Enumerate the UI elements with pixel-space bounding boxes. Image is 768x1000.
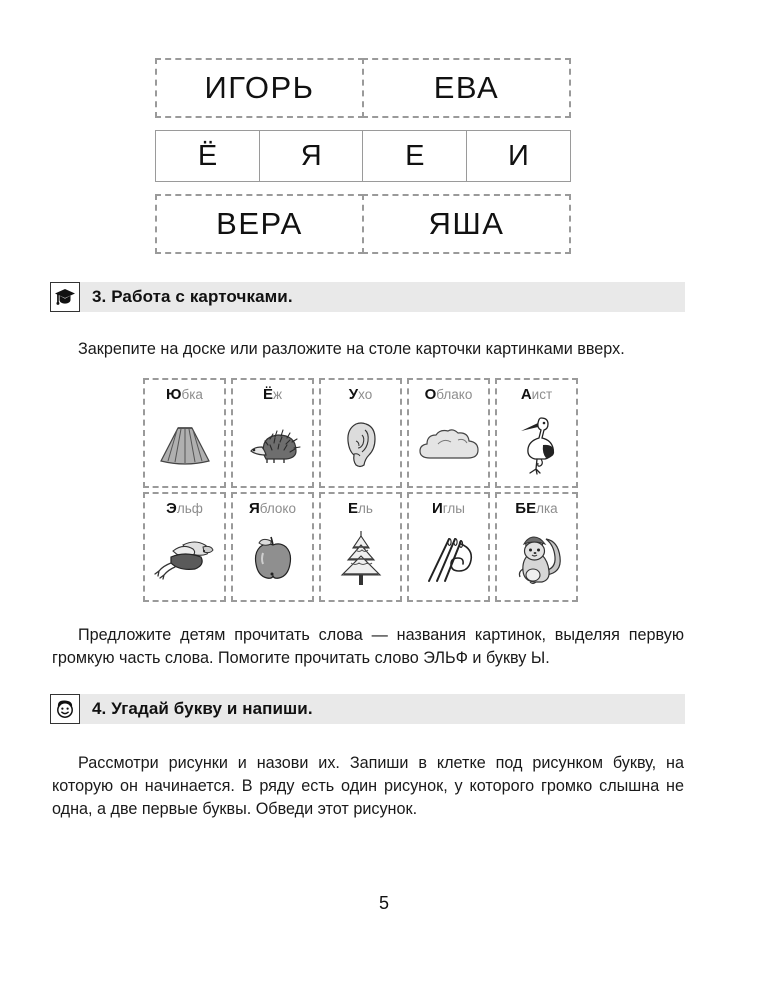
needles-icon <box>409 517 488 600</box>
page-number: 5 <box>378 893 389 913</box>
name-box-eva[interactable]: ЕВА <box>362 58 571 118</box>
card-label-highlight: Е <box>348 500 359 517</box>
card-label-highlight: У <box>348 386 359 403</box>
section-header-3-title: 3. Работа с карточками. <box>92 287 293 306</box>
picture-card-ukho[interactable] <box>319 378 402 488</box>
card-label-rest: льф <box>176 501 203 516</box>
card-label-rest: ль <box>358 501 373 516</box>
card-label <box>263 387 282 403</box>
card-label <box>348 501 373 517</box>
card-label-highlight: БЕ <box>515 500 537 517</box>
skirt-icon <box>145 403 224 486</box>
card-label <box>521 387 552 403</box>
picture-card-yubka[interactable] <box>143 378 226 488</box>
section-header-4-bar <box>80 694 685 724</box>
card-label-highlight: Ю <box>166 386 182 403</box>
hedgehog-icon <box>233 403 312 486</box>
card-label-rest: блако <box>436 387 473 402</box>
card-label-rest: лка <box>536 501 558 516</box>
elf-icon <box>145 517 224 600</box>
picture-card-yel[interactable] <box>319 492 402 602</box>
row-spacer <box>155 182 571 194</box>
section-3-closing-paragraph: Предложите детям прочитать слова — названия картинок, выделяя первую громкую часть слова. Помогите прочитать слово ЭЛЬФ и букву Ы. <box>52 626 684 668</box>
section-3-intro-paragraph: Закрепите на доске или разложите на столе карточки картинками вверх. <box>78 340 625 359</box>
cloud-icon <box>409 403 488 486</box>
card-row-2 <box>143 492 585 602</box>
fir-tree-icon <box>321 517 400 600</box>
card-label <box>166 387 203 403</box>
card-label-highlight: И <box>432 500 443 517</box>
card-label <box>432 501 465 517</box>
card-label <box>349 387 372 403</box>
name-letter-matching-exercise <box>155 58 571 254</box>
letter-box-ye[interactable]: Е <box>362 130 467 182</box>
name-box-yasha[interactable]: ЯША <box>362 194 571 254</box>
card-label-highlight: О <box>424 386 437 403</box>
section-4-instruction-paragraph: Рассмотри рисунки и назови их. Запиши в клетке под рисунком букву, на которую он начинается. В ряду есть один рисунок, у которого громко слышна не одна, а две первые буквы. Обведи этот рисунок. <box>52 754 684 819</box>
picture-card-belka[interactable] <box>495 492 578 602</box>
apple-icon <box>233 517 312 600</box>
stork-icon <box>497 403 576 486</box>
picture-card-grid <box>143 378 585 602</box>
letters-row <box>155 130 571 182</box>
letter-box-i[interactable]: И <box>466 130 571 182</box>
name-box-vera[interactable]: ВЕРА <box>155 194 364 254</box>
picture-card-yozh[interactable] <box>231 378 314 488</box>
card-label-rest: ист <box>531 387 553 402</box>
section-header-3 <box>50 282 685 312</box>
picture-card-oblako[interactable] <box>407 378 490 488</box>
name-box-igor[interactable]: ИГОРЬ <box>155 58 364 118</box>
names-row-top <box>155 58 571 118</box>
card-label-highlight: Ё <box>262 386 273 403</box>
letter-box-ya[interactable]: Я <box>259 130 364 182</box>
card-label <box>515 501 557 517</box>
card-label-rest: глы <box>442 501 465 516</box>
graduation-cap-icon <box>50 282 80 312</box>
card-label-rest: блоко <box>259 501 296 516</box>
card-label-rest: хо <box>358 387 373 402</box>
picture-card-igly[interactable] <box>407 492 490 602</box>
picture-card-aist[interactable] <box>495 378 578 488</box>
section-header-4 <box>50 694 685 724</box>
ear-icon <box>321 403 400 486</box>
letter-box-yo[interactable]: Ё <box>155 130 260 182</box>
smiling-face-icon <box>50 694 80 724</box>
card-label-rest: ж <box>273 387 283 402</box>
section-header-3-bar <box>80 282 685 312</box>
section-header-4-title: 4. Угадай букву и напиши. <box>92 699 313 718</box>
card-label-highlight: Я <box>248 500 260 517</box>
names-row-bottom <box>155 194 571 254</box>
picture-card-yabloko[interactable] <box>231 492 314 602</box>
card-row-1 <box>143 378 585 488</box>
card-label-highlight: А <box>520 386 532 403</box>
card-label-rest: бка <box>181 387 203 402</box>
picture-card-elf[interactable] <box>143 492 226 602</box>
card-label <box>249 501 296 517</box>
card-label <box>425 387 473 403</box>
card-label <box>166 501 203 517</box>
card-label-highlight: Э <box>166 500 177 517</box>
squirrel-icon <box>497 517 576 600</box>
